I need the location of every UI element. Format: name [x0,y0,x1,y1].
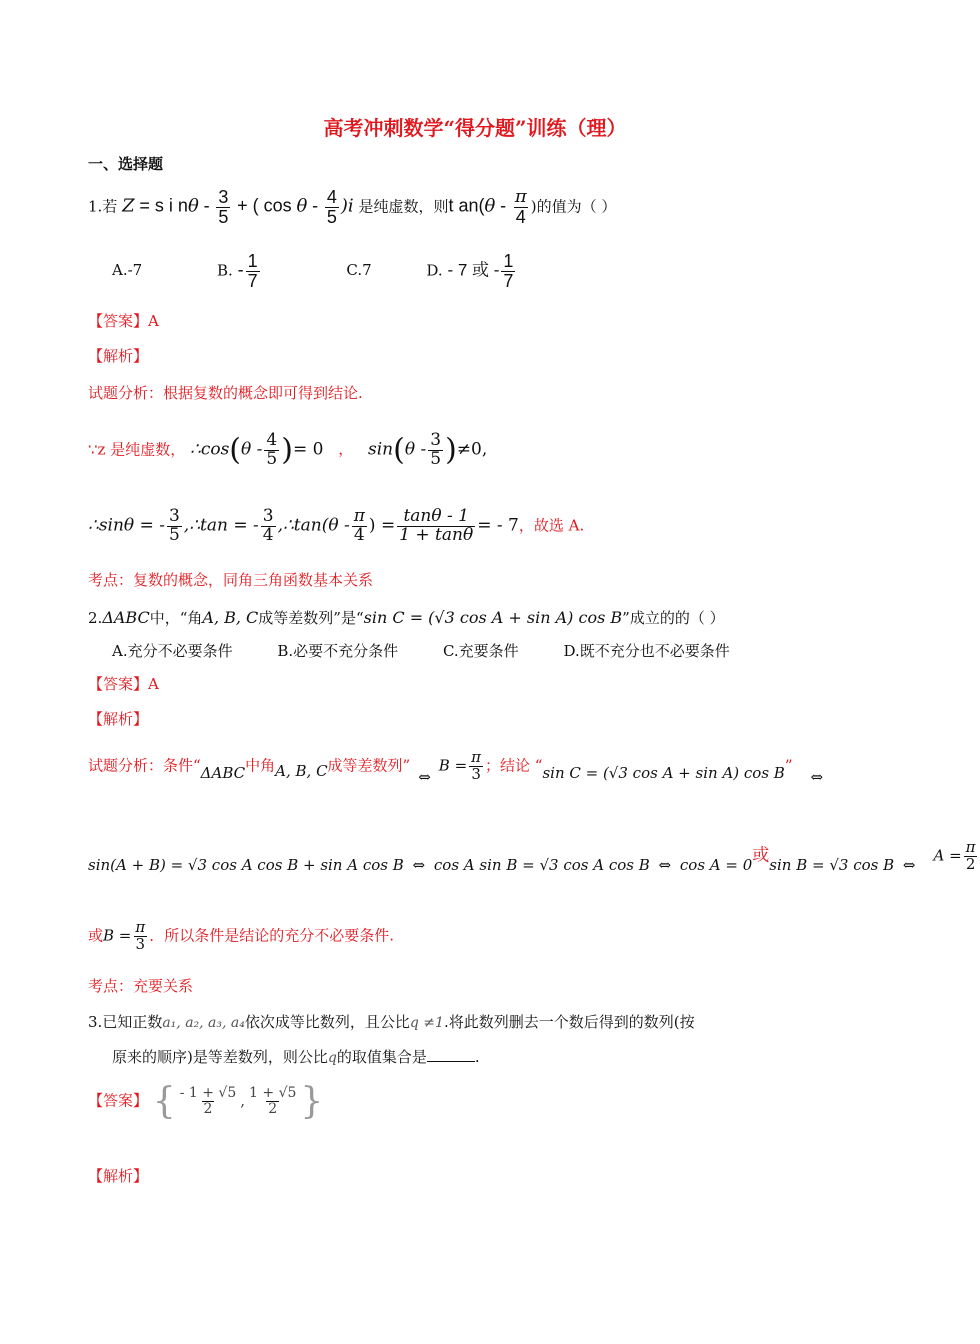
q2-analysis-line1 [88,748,824,787]
q1-tail: )的值为（ ） [530,197,617,216]
q1-options [112,252,587,291]
q1-answer-label: 【答案】 [88,312,149,330]
q2-option-d: D.既不充分也不必要条件 [563,642,730,660]
q1-step2-frac2-den: 4 [262,524,274,545]
q3-text3: .将此数列删去一个数后得到的数列(按 [443,1013,695,1031]
q2-an3: 成等差数列” [327,756,411,775]
q1-step1-eq0: = 0 [292,439,324,460]
q2-iff-3: ⇔ [412,856,426,875]
page-title: 高考冲刺数学“得分题”训练（理） [323,116,627,140]
q1-answer [88,312,159,330]
q3-seq: a₁, a₂, a₃, a₄ [162,1015,245,1031]
q3-ans1-num: - 1 + √5 [179,1085,237,1102]
q1-step2-tail: ，故选 A. [518,516,585,535]
q2-options [112,642,730,660]
q2-eq-c: cos A = 0 [679,856,753,875]
question-2 [88,608,725,627]
q2-iff-4: ⇔ [658,856,672,875]
q1-option-a: A.-7 [112,261,143,280]
question-1 [88,188,616,227]
q1-option-b-num: 1 [247,251,258,271]
q1-step-2 [88,508,584,545]
q2-an4: ；结论 “ [485,756,543,775]
q2-iff-5: ⇔ [902,856,916,875]
q1-frac2-den: 5 [326,206,337,227]
q1-theta-2: θ [296,195,308,217]
q3-text4: 原来的顺序)是等差数列，则公比 [112,1048,328,1066]
q1-option-c: C.7 [346,261,372,280]
q1-step2-frac1-num: 3 [168,506,180,526]
q2-iff-2: ⇔ [810,768,824,787]
q1-option-b-label: B. [217,261,233,280]
q1-frac-pi-num: π [514,186,527,207]
q1-step2-pi-num: π [353,506,365,526]
q1-analysis-label: 【解析】 [88,347,149,365]
q2-analysis-line3 [88,920,394,953]
q2-eq-a2: A = [933,846,962,865]
q1-prefix: 若 [102,197,118,216]
q2-option-a: A.充分不必要条件 [112,642,233,660]
q2-formula: sin C = (√3 cos A + sin A) cos B [363,608,623,627]
q1-frac-pi-den: 4 [515,206,526,227]
q1-frac2-num: 4 [326,187,337,207]
q3-q: q ≠1 [409,1015,444,1031]
q3-ans2-den: 2 [268,1101,278,1118]
q1-step1-comma: ， [338,440,354,459]
q1-step2-pi-den: 4 [353,524,365,545]
q3-answer-label: 【答案】 [88,1091,149,1110]
q2-text2: 成等差数列”是“ [258,609,364,627]
q1-option-d-label: D. [426,261,443,280]
q1-option-d-den: 7 [503,270,514,291]
q1-step2-tan: ,∴tan = - [183,515,259,536]
q1-option-d [426,252,517,291]
question-3-line2 [112,1048,480,1067]
q1-option-b: B. - $\frac{1}{7}$ [217,251,258,291]
q2-an2: 中角 [245,756,276,775]
q2-an-formula: sin C = (√3 cos A + sin A) cos B [542,764,785,783]
q1-step-1: ∵z 是纯虚数， ∴cos(θ - $\frac{4}{5}$ )= 0 ， sin(θ - $\frac{3}{5}$ )≠0, [88,430,488,469]
q3-text6: . [474,1048,480,1066]
q3-answer: 【答案】 { $\frac{- 1 + √5}{2}$ , $\frac{1 + √5}{2}$ } [88,1081,324,1122]
q1-step2-tan2: ,∴tan(θ - [277,515,350,536]
q2-an5: ” [784,756,793,775]
q2-eq-b: cos A sin B = √3 cos A cos B [433,856,650,875]
q2-text3: ”成立的的（ ） [622,609,725,627]
q2-eq-or: 或 [752,845,770,866]
q1-step1-den: 5 [266,448,278,469]
q1-step1-num: 4 [266,430,278,450]
q2-eq-pi: π [965,838,976,856]
q1-step2-eq: ) = [368,515,396,536]
q2-number: 2. [88,609,103,627]
q1-number: 1. [88,197,103,216]
q1-step1-cos: ∴cos [190,439,230,460]
q1-step2-big-num: tanθ - 1 [403,506,469,526]
question-3 [88,1013,695,1032]
q2-b-eq: B = [103,926,132,945]
q1-step2-result: = - 7 [477,515,519,536]
q2-an-abc: A, B, C [275,762,328,781]
q1-minus: - [203,195,210,216]
q1-eq: = s i n [139,195,188,216]
q1-plus-cos: + ( cos [237,195,292,216]
q1-step1-neq0: ≠0, [456,439,488,460]
q1-step2-frac1-den: 5 [168,524,180,545]
q3-ans1-den: 2 [203,1101,213,1118]
q2-answer-value: A [148,675,159,693]
q1-z: Z [122,195,135,217]
q1-answer-value: A [148,312,159,330]
q1-analysis-text: 试题分析：根据复数的概念即可得到结论. [88,384,363,402]
q2-conclusion: ．所以条件是结论的充分不必要条件. [149,926,395,945]
q3-text1: 已知正数 [102,1013,163,1031]
q1-kaodian: 考点：复数的概念，同角三角函数基本关系 [88,571,374,589]
q1-tan: t an( [448,195,485,216]
q1-close-i: )i [340,195,354,217]
q1-theta: θ [187,195,199,217]
q2-an-pi: π [471,748,482,766]
q2-answer [88,675,159,693]
q2-eq-two: 2 [965,854,976,873]
q2-kaodian: 考点：充要关系 [88,977,194,995]
q1-mid: 是纯虚数，则 [358,197,449,216]
q1-frac2 [325,188,339,227]
q2-analysis-label: 【解析】 [88,710,149,728]
q1-step1-prefix: ∵z 是纯虚数， [88,440,186,459]
q1-step1b-den: 5 [430,448,442,469]
q1-theta-3: θ [484,195,496,217]
q1-frac1 [216,188,230,227]
q2-option-b: B.必要不充分条件 [277,642,399,660]
q2-an-b: B = [438,756,468,775]
q2-text1: 中，“角 [149,609,203,627]
q3-number: 3. [88,1013,103,1031]
q2-or: 或 [88,926,104,945]
q1-frac1-num: 3 [218,187,229,207]
q2-triangle: ΔABC [102,608,150,627]
q3-qq: q [327,1050,337,1066]
q1-step2-big-den: 1 + tanθ [399,524,474,545]
q1-frac-pi [513,188,529,227]
q1-minus-2: - [312,195,319,216]
q2-analysis-line2 [88,840,980,873]
q1-step2-sin: ∴sinθ = - [88,515,165,536]
q3-blank [427,1061,475,1062]
q3-ans2-num: 1 + √5 [249,1085,297,1102]
q2-an1: 试题分析：条件“ [88,756,201,775]
q3-text2: 依次成等比数列，且公比 [244,1013,410,1031]
q2-eq-d: sin B = √3 cos B [769,856,895,875]
q3-text5: 的取值集合是 [336,1048,427,1066]
q1-step1-sin: sin [368,439,394,460]
section-heading: 一、选择题 [88,155,164,173]
q2-an-three: 3 [471,764,481,783]
q3-analysis-label: 【解析】 [88,1167,149,1185]
q1-option-d-num: 1 [503,251,514,271]
q2-iff-1: ⇔ [418,768,431,787]
q2-option-c: C.充要条件 [442,642,519,660]
q1-option-d-mid: - 7 或 - [447,260,500,280]
q2-eq-a: sin(A + B) = √3 cos A cos B + sin A cos B [88,856,404,875]
q1-option-b-den: 7 [247,270,258,291]
q1-minus-3: - [500,195,507,216]
q1-frac1-den: 5 [218,206,229,227]
q2-abc: A, B, C [202,608,259,627]
q1-step2-frac2-num: 3 [262,506,274,526]
q2-an-tri: ΔABC [200,764,246,783]
q2-b-three: 3 [135,934,146,953]
q1-step1b-num: 3 [430,430,442,450]
q2-b-pi: π [135,918,146,936]
q2-answer-label: 【答案】 [88,675,149,693]
